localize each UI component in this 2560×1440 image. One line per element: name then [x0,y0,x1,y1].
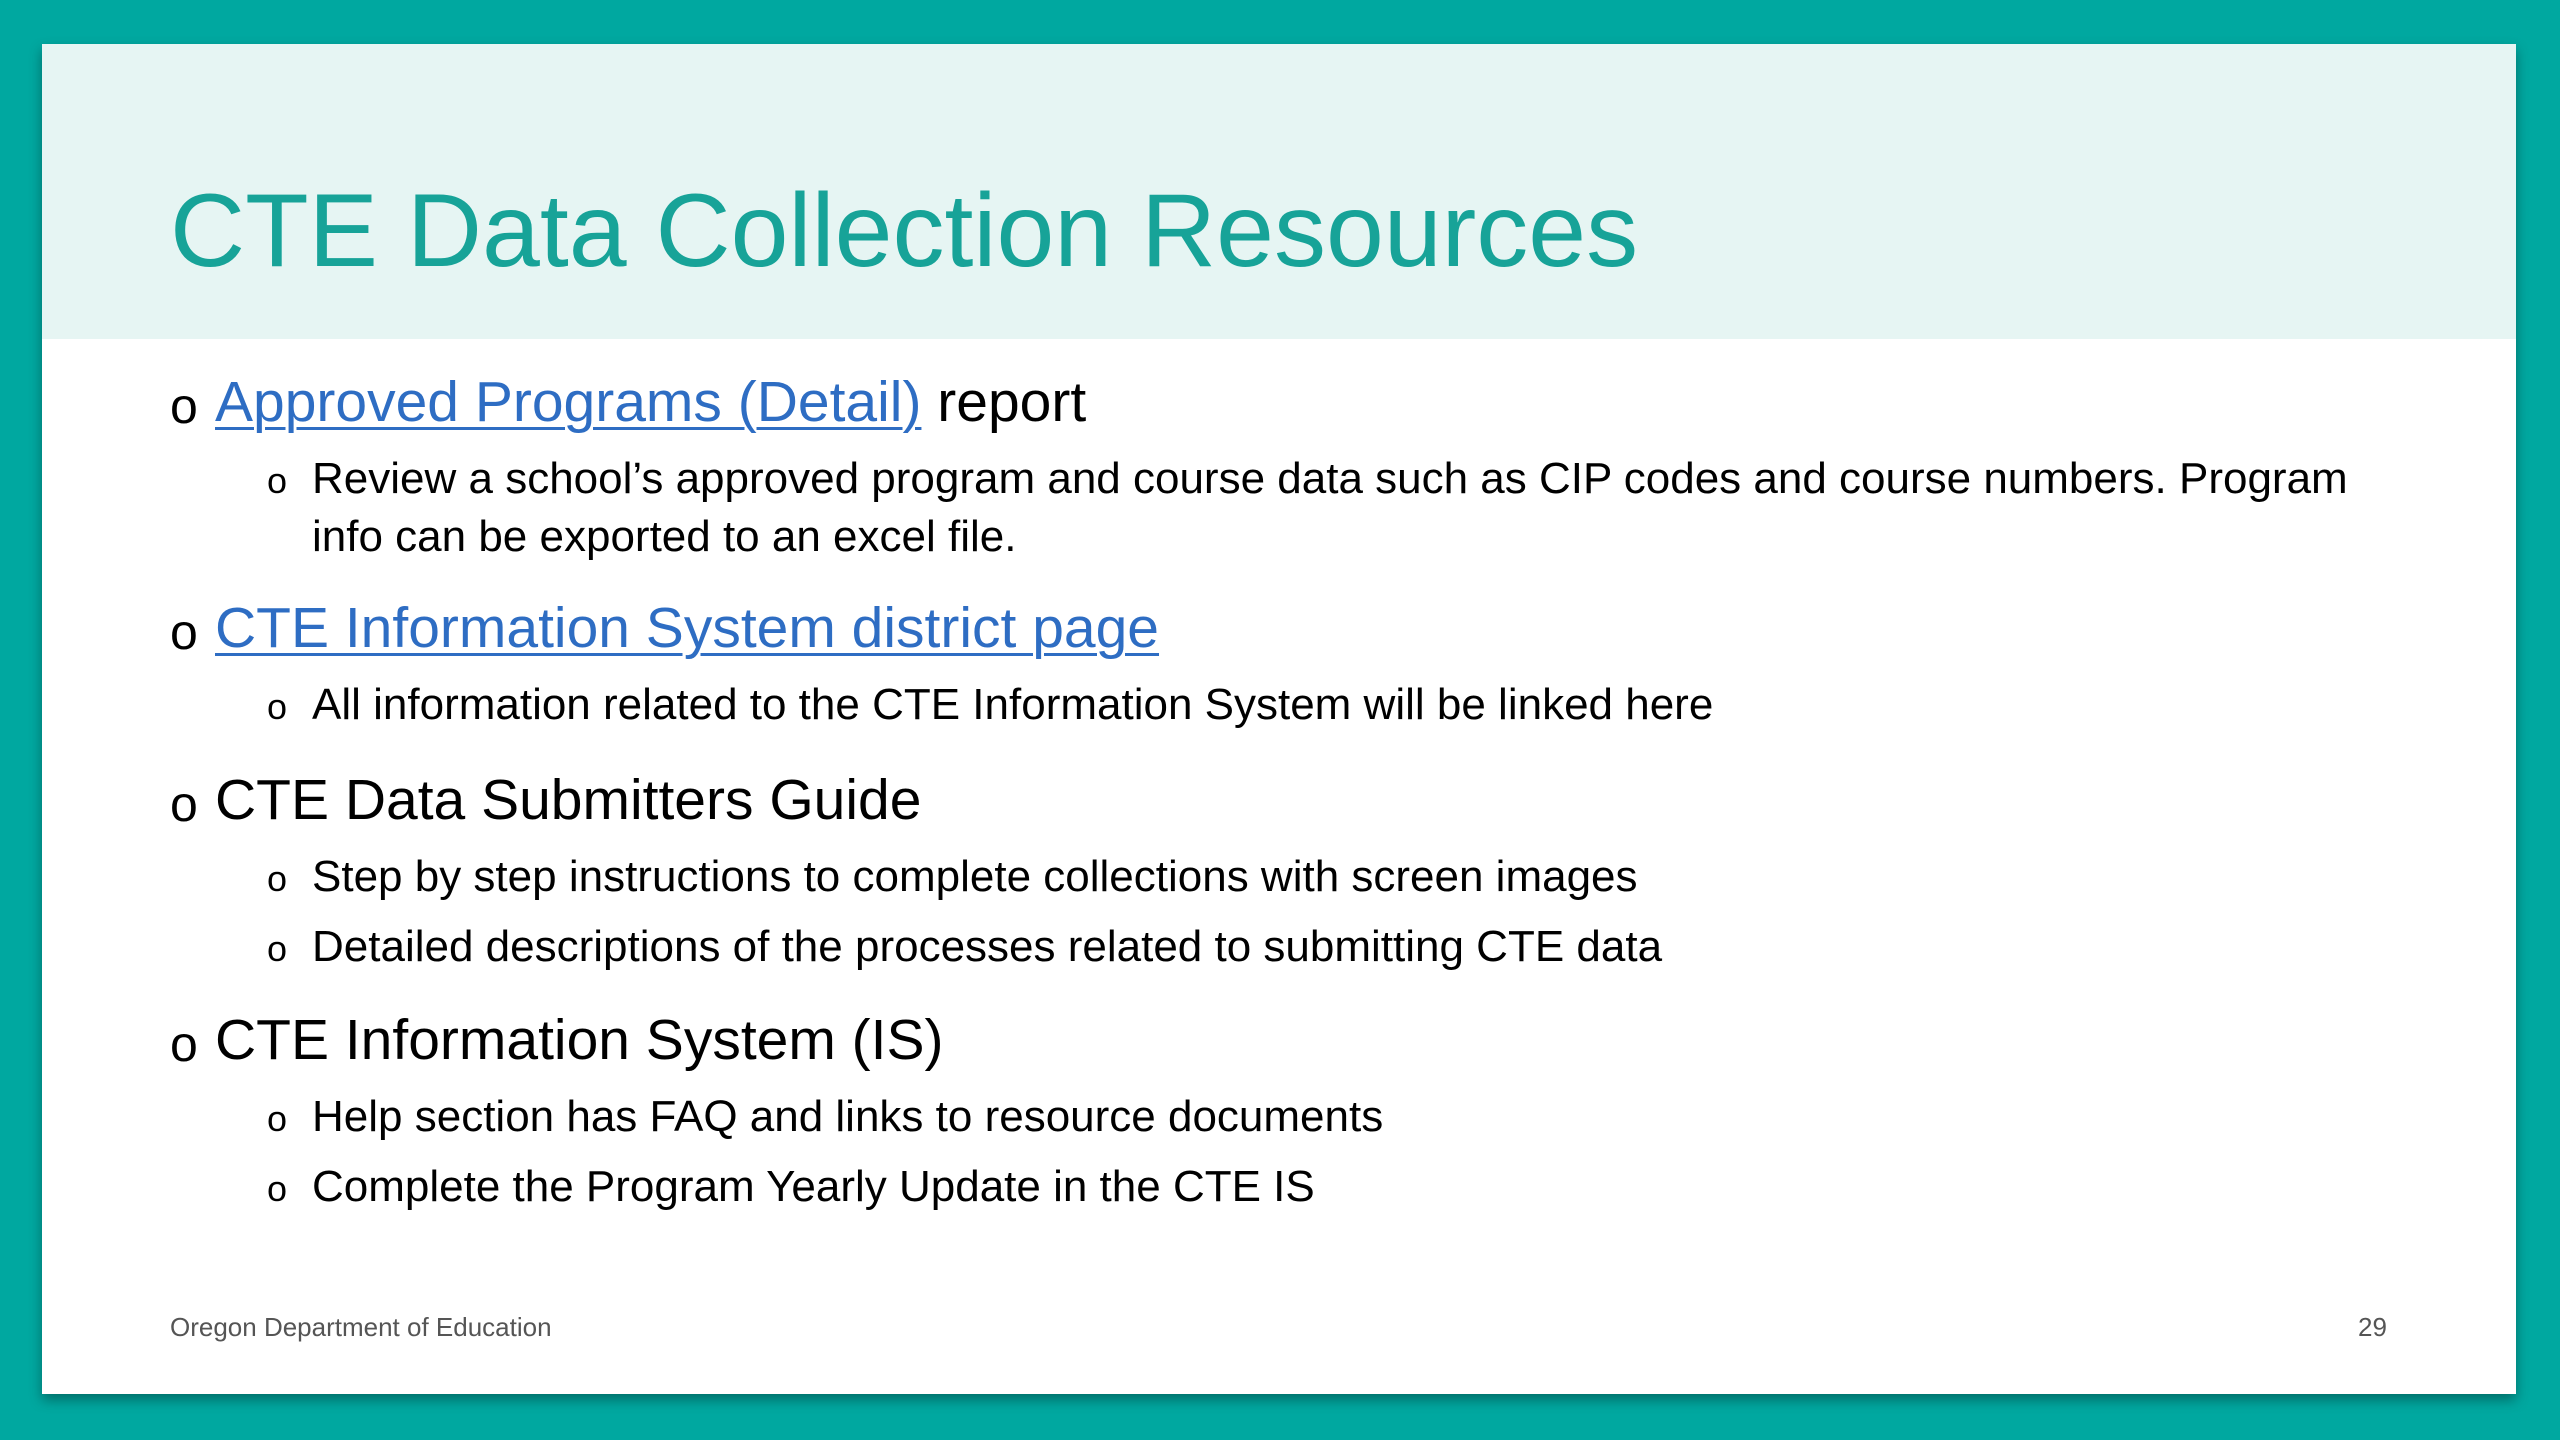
sub-bullet-circle-icon: o [267,686,288,727]
sub-list-item-text: All information related to the CTE Information System will be linked here [312,680,1714,729]
list-item [170,1004,2420,1076]
list-item-text: CTE Information System (IS) [215,1008,944,1072]
sub-list-item [170,848,2420,906]
cte-information-system-district-page-link[interactable]: CTE Information System district page [215,596,1160,660]
bullet-list [170,366,2420,1216]
sub-list-item-text: Complete the Program Yearly Update in the CTE IS [312,1162,1315,1211]
sub-list-item [170,676,2420,734]
sub-list-item-text: Detailed descriptions of the processes related to submitting CTE data [312,922,1663,971]
sub-list-item-text: Step by step instructions to complete collections with screen images [312,852,1638,901]
bullet-circle-icon: o [170,1016,198,1072]
slide-page-number: 29 [2358,1312,2387,1342]
page-title: CTE Data Collection Resources [170,173,1639,289]
sub-bullet-circle-icon: o [267,460,288,501]
sub-bullet-circle-icon: o [267,1098,288,1139]
slide [42,44,2516,1394]
list-item [170,592,2420,664]
bullet-circle-icon: o [170,604,198,660]
sub-list-item [170,918,2420,976]
bullet-circle-icon: o [170,378,198,434]
list-item-suffix: report [921,370,1087,434]
list-item [170,366,2420,438]
sub-list-item [170,1158,2420,1216]
sub-list-item-text: Review a school’s approved program and course data such as CIP codes and course numbers. Program info can be exported to an excel file. [312,454,2348,561]
list-item [170,764,2420,836]
footer-organization: Oregon Department of Education [170,1312,552,1342]
sub-list-item-text: Help section has FAQ and links to resource documents [312,1092,1384,1141]
sub-bullet-circle-icon: o [267,928,288,969]
sub-list-item [170,1088,2420,1146]
sub-bullet-circle-icon: o [267,1168,288,1209]
sub-list-item [170,450,2420,566]
approved-programs-link[interactable]: Approved Programs (Detail) [215,370,922,434]
list-item-text: CTE Data Submitters Guide [215,768,922,832]
bullet-circle-icon: o [170,776,198,832]
sub-bullet-circle-icon: o [267,858,288,899]
